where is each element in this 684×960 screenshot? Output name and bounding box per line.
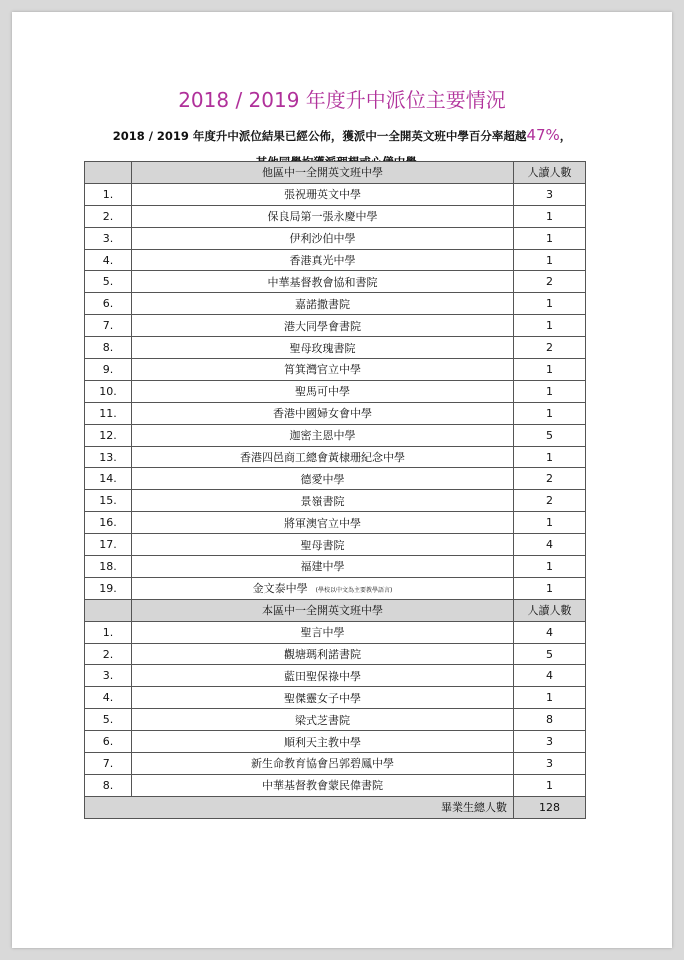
school-name-text: 聖母書院	[300, 538, 345, 552]
table-row	[85, 315, 586, 337]
intro-punct: ，	[559, 129, 572, 143]
row-number: 10.	[85, 380, 132, 402]
school-name-text: 迦密主恩中學	[289, 429, 356, 443]
table-row	[85, 205, 586, 227]
table-row	[85, 512, 586, 534]
school-name-text: 順利天主教中學	[284, 735, 361, 749]
school-note: (學校以中文為主要教學語言)	[315, 587, 393, 595]
school-name-text: 景嶺書院	[300, 494, 345, 508]
row-number: 13.	[85, 446, 132, 468]
school-name-text: 香港真光中學	[289, 254, 356, 267]
school-name	[132, 490, 514, 512]
section-header: 本區中一全開英文班中學	[132, 599, 514, 621]
table-row	[85, 424, 586, 446]
table-row	[85, 753, 586, 775]
school-name-text: 中華基督教會蒙民偉書院	[262, 779, 383, 793]
section-header-row	[85, 599, 586, 621]
row-number: 16.	[85, 512, 132, 534]
table-row	[85, 380, 586, 402]
student-count: 2	[514, 271, 586, 293]
school-name-text: 張祝珊英文中學	[284, 188, 361, 202]
table-row	[85, 359, 586, 381]
student-count: 1	[514, 205, 586, 227]
school-name-text: 筲箕灣官立中學	[284, 363, 361, 377]
table-row	[85, 293, 586, 315]
student-count: 4	[514, 534, 586, 556]
table-row	[85, 577, 586, 599]
school-name	[132, 687, 514, 709]
school-name	[132, 709, 514, 731]
school-name-text: 觀塘瑪利諾書院	[284, 648, 361, 662]
table-row	[85, 271, 586, 293]
school-name	[132, 534, 514, 556]
table-row	[85, 556, 586, 578]
student-count: 2	[514, 490, 586, 512]
school-name-text: 嘉諾撒書院	[295, 297, 350, 311]
total-row	[85, 796, 586, 818]
school-name-text: 金文泰中學	[252, 582, 308, 596]
student-count: 1	[514, 402, 586, 424]
document-title: 2018 / 2019 年度升中派位主要情況	[178, 88, 506, 112]
school-name	[132, 446, 514, 468]
count-header: 人讀人數	[514, 162, 586, 184]
row-number: 4.	[85, 687, 132, 709]
student-count: 5	[514, 643, 586, 665]
school-name-text: 藍田聖保祿中學	[284, 669, 361, 683]
student-count: 4	[514, 621, 586, 643]
student-count: 1	[514, 227, 586, 249]
row-number: 7.	[85, 753, 132, 775]
row-number: 17.	[85, 534, 132, 556]
school-name-text: 將軍澳官立中學	[284, 516, 361, 530]
section-header-row	[85, 162, 586, 184]
school-name	[132, 643, 514, 665]
student-count: 3	[514, 753, 586, 775]
row-number: 15.	[85, 490, 132, 512]
school-name-text: 香港中國婦女會中學	[273, 407, 372, 421]
table-row	[85, 402, 586, 424]
student-count: 1	[514, 577, 586, 599]
section-header: 他區中一全開英文班中學	[132, 162, 514, 184]
row-number: 2.	[85, 643, 132, 665]
row-number: 19.	[85, 577, 132, 599]
table-row	[85, 665, 586, 687]
table-row	[85, 621, 586, 643]
table-row	[85, 446, 586, 468]
school-name	[132, 249, 514, 271]
school-name	[132, 774, 514, 796]
table-row	[85, 227, 586, 249]
school-name	[132, 621, 514, 643]
row-number: 12.	[85, 424, 132, 446]
table-row	[85, 687, 586, 709]
table-row	[85, 249, 586, 271]
school-name	[132, 271, 514, 293]
row-number: 3.	[85, 665, 132, 687]
header-blank-cell	[85, 162, 132, 184]
row-number: 1.	[85, 621, 132, 643]
row-number: 1.	[85, 183, 132, 205]
total-value: 128	[514, 796, 586, 818]
intro-text: 2018 / 2019 年度升中派位結果已經公佈，獲派中一全開英文班中學百分率超越	[112, 129, 527, 143]
table-row	[85, 183, 586, 205]
table-row	[85, 468, 586, 490]
table-row	[85, 643, 586, 665]
school-name	[132, 753, 514, 775]
row-number: 3.	[85, 227, 132, 249]
student-count: 1	[514, 315, 586, 337]
school-name	[132, 315, 514, 337]
row-number: 6.	[85, 293, 132, 315]
school-name	[132, 665, 514, 687]
school-name	[132, 424, 514, 446]
row-number: 4.	[85, 249, 132, 271]
school-name	[132, 205, 514, 227]
school-name-text: 港大同學會書院	[284, 319, 361, 333]
school-name-text: 香港四邑商工總會黃棣珊紀念中學	[240, 451, 405, 465]
table-row	[85, 731, 586, 753]
table-row	[85, 490, 586, 512]
row-number: 6.	[85, 731, 132, 753]
school-name	[132, 468, 514, 490]
student-count: 3	[514, 183, 586, 205]
row-number: 2.	[85, 205, 132, 227]
student-count: 1	[514, 293, 586, 315]
school-name-text: 梁式芝書院	[295, 713, 350, 727]
school-name-text: 福建中學	[300, 560, 345, 574]
student-count: 1	[514, 380, 586, 402]
count-header: 人讀人數	[514, 599, 586, 621]
row-number: 11.	[85, 402, 132, 424]
school-name	[132, 402, 514, 424]
student-count: 5	[514, 424, 586, 446]
school-name-text: 聖母玫瑰書院	[289, 341, 356, 355]
student-count: 1	[514, 556, 586, 578]
school-name-text: 保良局第一張永慶中學	[267, 210, 378, 224]
student-count: 8	[514, 709, 586, 731]
student-count: 1	[514, 512, 586, 534]
school-name	[132, 577, 514, 599]
student-count: 4	[514, 665, 586, 687]
school-name	[132, 512, 514, 534]
table-row	[85, 534, 586, 556]
table-row	[85, 337, 586, 359]
school-name-text: 中華基督教會協和書院	[267, 275, 378, 289]
row-number: 7.	[85, 315, 132, 337]
allocation-table	[84, 161, 586, 819]
table-row	[85, 774, 586, 796]
student-count: 1	[514, 687, 586, 709]
student-count: 1	[514, 359, 586, 381]
school-name	[132, 337, 514, 359]
row-number: 8.	[85, 774, 132, 796]
percent-highlight: 47%	[526, 126, 560, 144]
school-name	[132, 359, 514, 381]
student-count: 1	[514, 446, 586, 468]
school-name-text: 聖傑靈女子中學	[284, 691, 361, 705]
row-number: 8.	[85, 337, 132, 359]
row-number: 5.	[85, 271, 132, 293]
total-label: 畢業生總人數	[85, 796, 514, 818]
row-number: 9.	[85, 359, 132, 381]
student-count: 1	[514, 249, 586, 271]
school-name-text: 聖馬可中學	[295, 385, 350, 399]
student-count: 2	[514, 337, 586, 359]
student-count: 1	[514, 774, 586, 796]
school-name	[132, 556, 514, 578]
student-count: 2	[514, 468, 586, 490]
school-name	[132, 227, 514, 249]
table-row	[85, 709, 586, 731]
school-name	[132, 293, 514, 315]
school-name-text: 聖言中學	[300, 626, 345, 640]
row-number: 14.	[85, 468, 132, 490]
student-count: 3	[514, 731, 586, 753]
school-name-text: 伊利沙伯中學	[289, 232, 356, 246]
school-name	[132, 183, 514, 205]
school-name-text: 新生命教育協會呂郭碧鳳中學	[251, 757, 394, 771]
school-name-text: 德愛中學	[300, 472, 345, 486]
row-number: 5.	[85, 709, 132, 731]
intro-line-1	[12, 126, 672, 144]
school-name	[132, 380, 514, 402]
header-blank-cell	[85, 599, 132, 621]
row-number: 18.	[85, 556, 132, 578]
school-name	[132, 731, 514, 753]
